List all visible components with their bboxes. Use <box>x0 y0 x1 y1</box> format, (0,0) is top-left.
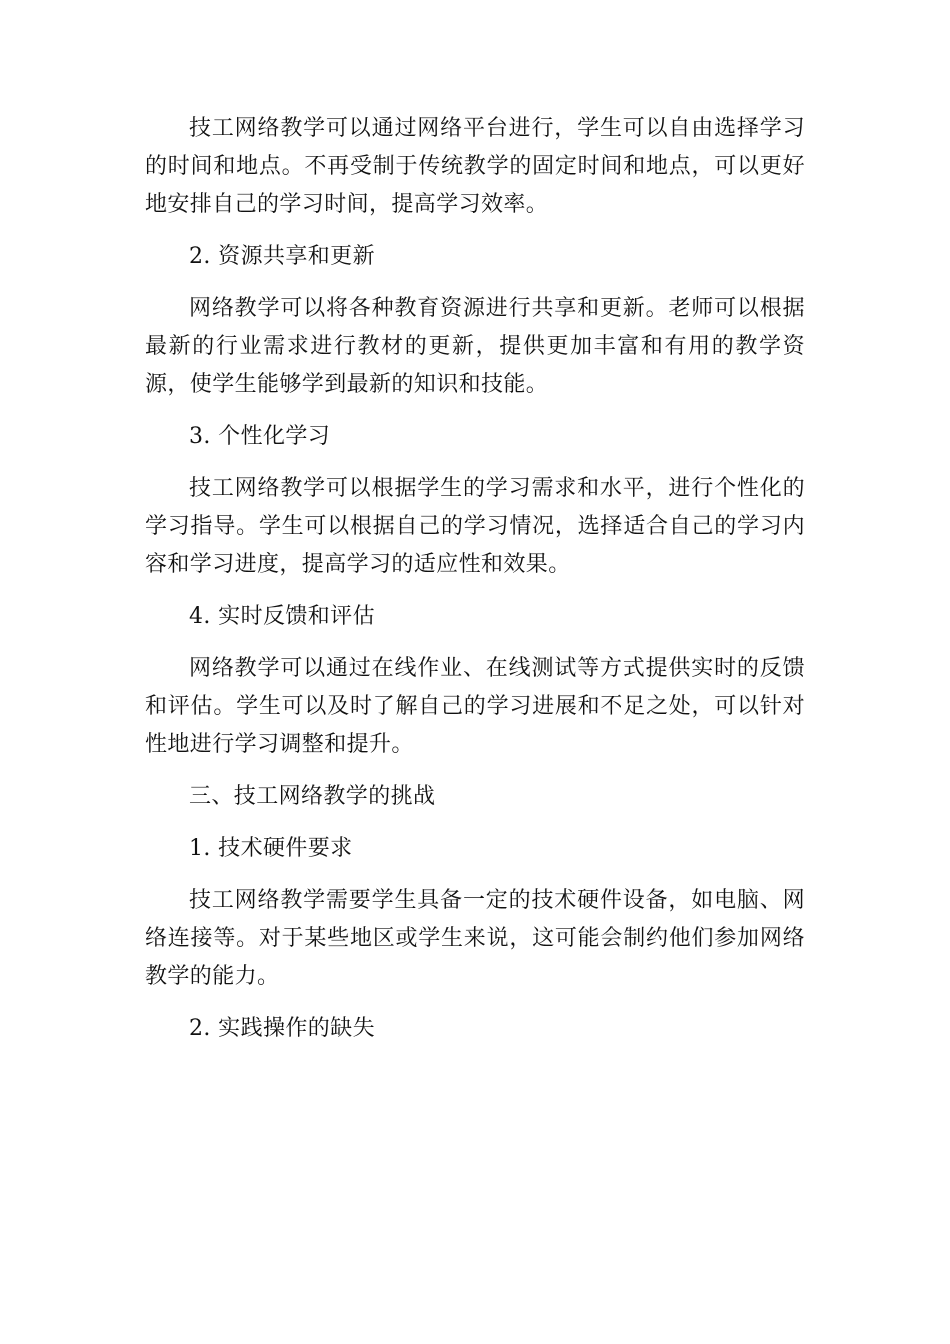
section-heading-challenges: 三、技工网络教学的挑战 <box>189 784 436 809</box>
heading-hardware-requirements: 1. 技术硬件要求 <box>189 836 353 861</box>
heading-resource-sharing: 2. 资源共享和更新 <box>189 244 375 269</box>
paragraph-resource-sharing: 网络教学可以将各种教育资源进行共享和更新。老师可以根据最新的行业需求进行教材的更新，提供更加丰富和有用的教学资源，使学生能够学到最新的知识和技能。 <box>145 296 805 397</box>
document-body <box>145 110 805 1048</box>
paragraph-realtime-feedback: 网络教学可以通过在线作业、在线测试等方式提供实时的反馈和评估。学生可以及时了解自己的学习进展和不足之处，可以针对性地进行学习调整和提升。 <box>145 656 805 757</box>
heading-personalized-learning: 3. 个性化学习 <box>189 424 331 449</box>
paragraph-flexible-learning: 技工网络教学可以通过网络平台进行，学生可以自由选择学习的时间和地点。不再受制于传统教学的固定时间和地点，可以更好地安排自己的学习时间，提高学习效率。 <box>145 116 805 217</box>
heading-practice-lacking: 2. 实践操作的缺失 <box>189 1016 375 1041</box>
paragraph-hardware-requirements: 技工网络教学需要学生具备一定的技术硬件设备，如电脑、网络连接等。对于某些地区或学生来说，这可能会制约他们参加网络教学的能力。 <box>145 888 805 989</box>
paragraph-personalized-learning: 技工网络教学可以根据学生的学习需求和水平，进行个性化的学习指导。学生可以根据自己的学习情况，选择适合自己的学习内容和学习进度，提高学习的适应性和效果。 <box>145 476 805 577</box>
heading-realtime-feedback: 4. 实时反馈和评估 <box>189 604 375 629</box>
